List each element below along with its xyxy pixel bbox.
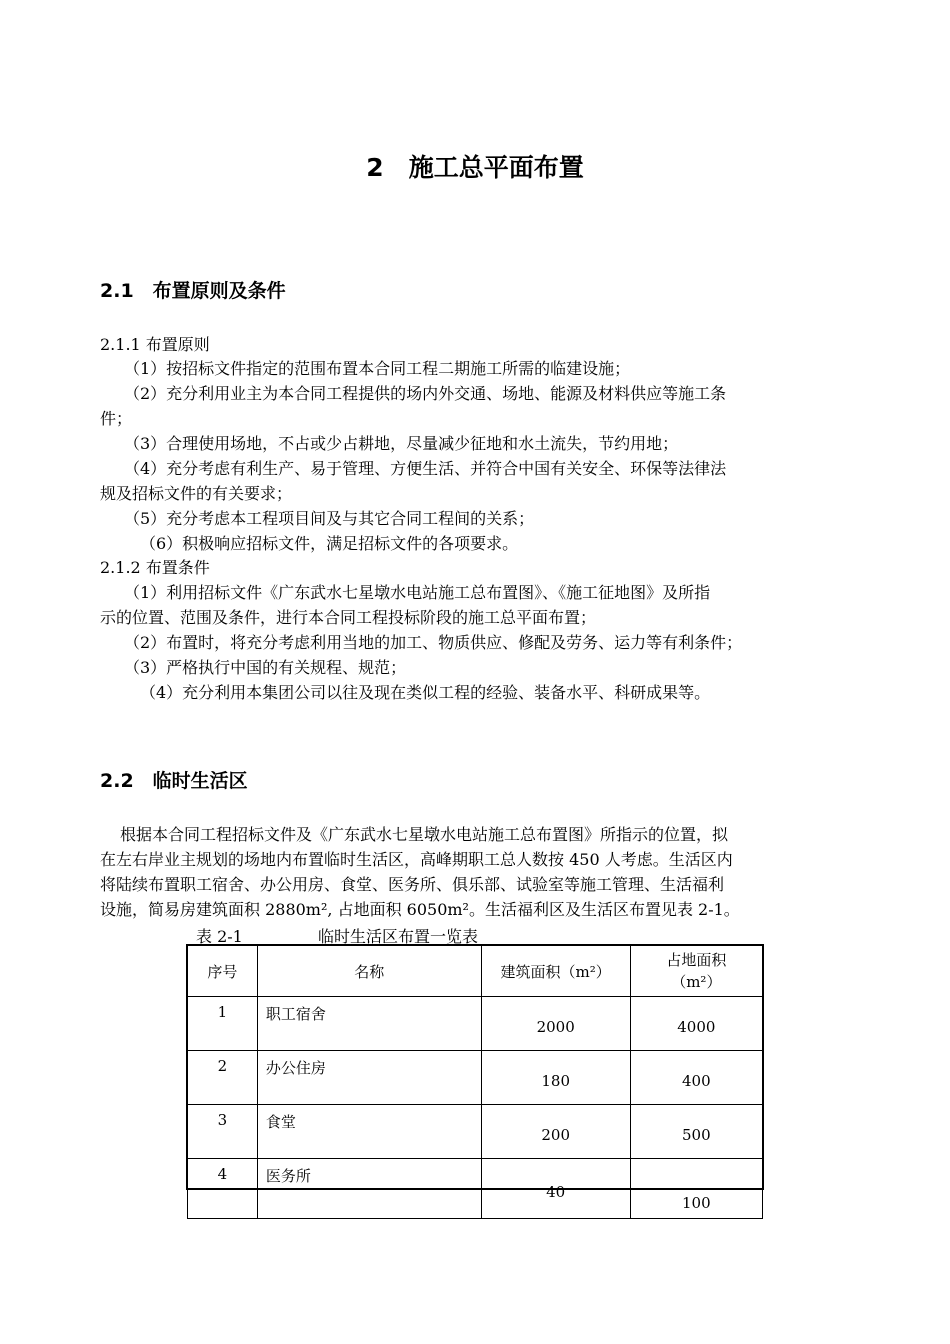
header-building-area: 建筑面积（m²） xyxy=(481,946,630,997)
subsection-heading-2-1-1: 2.1.1 布置原则 xyxy=(100,335,210,354)
principle-item-4: （4）充分考虑有利生产、易于管理、方便生活、并符合中国有关安全、环保等法律法 xyxy=(124,459,727,478)
principle-item-3: （3）合理使用场地，不占或少占耕地，尽量减少征地和水土流失，节约用地； xyxy=(124,434,679,453)
subsection-heading-2-1-2: 2.1.2 布置条件 xyxy=(100,558,210,577)
condition-item-4: （4）充分利用本集团公司以往及现在类似工程的经验、装备水平、科研成果等。 xyxy=(140,683,711,702)
condition-item-1: （1）利用招标文件《广东武水七星墩水电站施工总布置图》、《施工征地图》及所指 xyxy=(124,583,711,602)
cell-building-area: 40 xyxy=(481,1159,630,1219)
cell-building-area: 180 xyxy=(481,1051,630,1105)
cell-building-area: 200 xyxy=(481,1105,630,1159)
table-row xyxy=(188,1159,763,1219)
paragraph-line-4: 设施，简易房建筑面积 2880m², 占地面积 6050m²。生活福利区及生活区布置见表 2-1。 xyxy=(100,900,740,919)
header-land-area-line-1: 占地面积 xyxy=(666,951,727,969)
table-row xyxy=(188,997,763,1051)
header-land-area xyxy=(630,946,762,997)
table-row xyxy=(188,1051,763,1105)
cell-land-area: 500 xyxy=(630,1105,762,1159)
cell-building-area: 2000 xyxy=(481,997,630,1051)
cell-no: 2 xyxy=(188,1051,258,1105)
section-heading-2-1: 2.1 布置原则及条件 xyxy=(100,280,286,302)
cell-no: 1 xyxy=(188,997,258,1051)
paragraph-line-3: 将陆续布置职工宿舍、办公用房、食堂、医务所、俱乐部、试验室等施工管理、生活福利 xyxy=(100,875,725,894)
paragraph-line-2: 在左右岸业主规划的场地内布置临时生活区，高峰期职工总人数按 450 人考虑。生活区内 xyxy=(100,850,733,869)
header-no: 序号 xyxy=(188,946,258,997)
cell-land-area: 4000 xyxy=(630,997,762,1051)
cell-name: 职工宿舍 xyxy=(257,997,481,1051)
cell-name: 食堂 xyxy=(257,1105,481,1159)
principle-item-4-cont: 规及招标文件的有关要求； xyxy=(100,484,293,503)
table-caption-title: 临时生活区布置一览表 xyxy=(318,927,479,946)
table-caption-number: 表 2-1 xyxy=(196,927,243,946)
principle-item-2-cont: 件； xyxy=(100,409,133,428)
principle-item-6: （6）积极响应招标文件，满足招标文件的各项要求。 xyxy=(140,534,519,553)
cell-land-area: 100 xyxy=(630,1159,762,1219)
cell-land-area: 400 xyxy=(630,1051,762,1105)
cell-no: 3 xyxy=(188,1105,258,1159)
cell-no: 4 xyxy=(188,1159,258,1219)
cell-name: 办公住房 xyxy=(257,1051,481,1105)
condition-item-1-cont: 示的位置、范围及条件，进行本合同工程投标阶段的施工总平面布置； xyxy=(100,608,597,627)
principle-item-5: （5）充分考虑本工程项目间及与其它合同工程间的关系； xyxy=(124,509,535,528)
header-land-area-line-2: （m²） xyxy=(671,973,722,991)
table-row xyxy=(188,1105,763,1159)
paragraph-line-1: 根据本合同工程招标文件及《广东武水七星墩水电站施工总布置图》所指示的位置，拟 xyxy=(120,825,729,844)
condition-item-2: （2）布置时，将充分考虑利用当地的加工、物质供应、修配及劳务、运力等有利条件； xyxy=(124,633,743,652)
condition-item-3: （3）严格执行中国的有关规程、规范； xyxy=(124,658,407,677)
principle-item-1: （1）按招标文件指定的范围布置本合同工程二期施工所需的临建设施； xyxy=(124,359,631,378)
cell-name: 医务所 xyxy=(257,1159,481,1219)
living-area-table xyxy=(187,945,763,1219)
header-name: 名称 xyxy=(257,946,481,997)
principle-item-2: （2）充分利用业主为本合同工程提供的场内外交通、场地、能源及材料供应等施工条 xyxy=(124,384,727,403)
section-heading-2-2: 2.2 临时生活区 xyxy=(100,770,248,792)
table-header-row xyxy=(188,946,763,997)
chapter-title: 2 施工总平面布置 xyxy=(366,153,584,182)
